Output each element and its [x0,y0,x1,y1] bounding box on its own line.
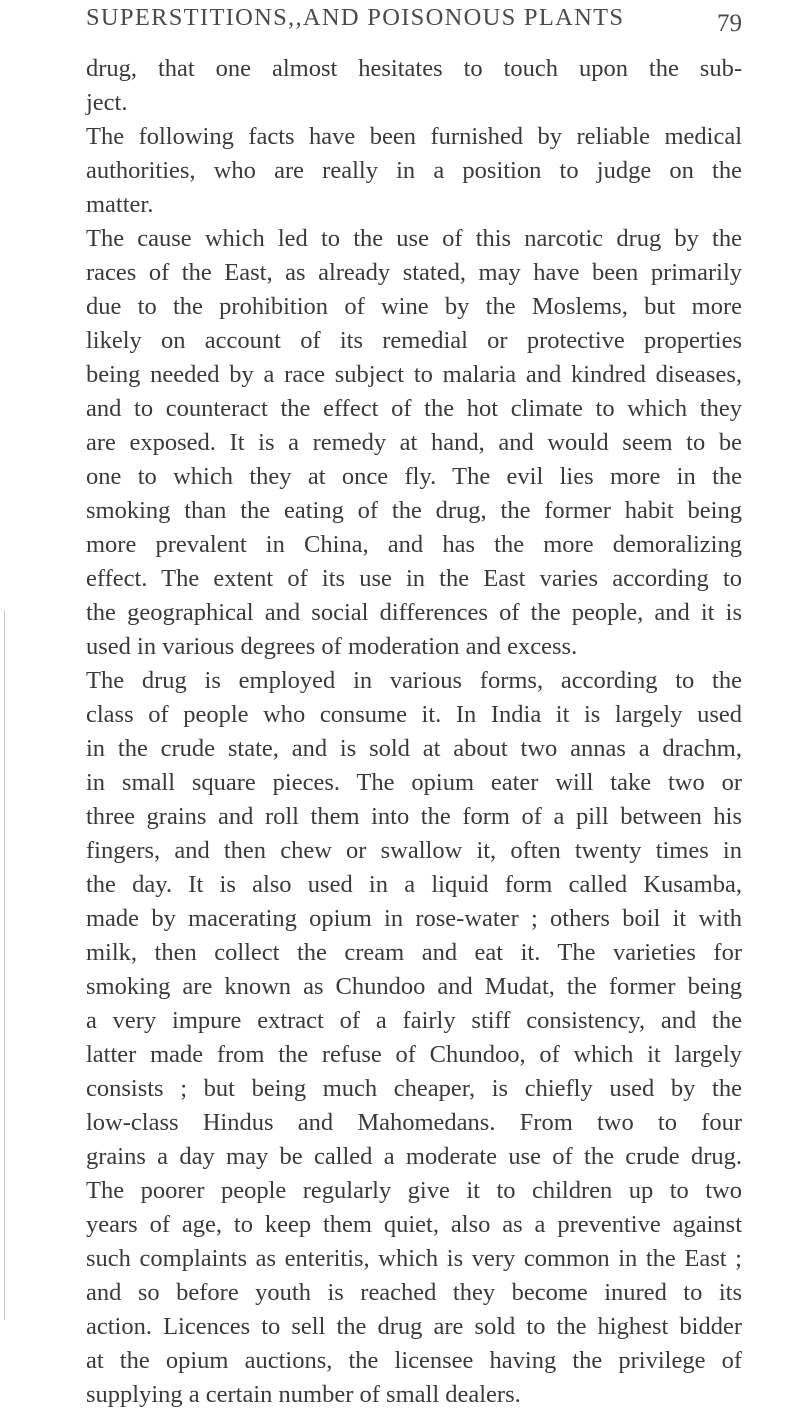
text-line: smoking are known as Chundoo and Mudat, the former being [86,973,742,1000]
text-line: class of people who consume it. In India it is largely used [86,701,742,728]
text-line: used in various degrees of moderation and excess. [86,633,578,660]
text-line: matter. [86,191,154,218]
text-line: being needed by a race subject to malaria and kindred diseases, [86,361,742,388]
text-line: smoking than the eating of the drug, the former habit being [86,497,742,524]
text-line: are exposed. It is a remedy at hand, and would seem to be [86,429,742,456]
text-line: the day. It is also used in a liquid form called Kusamba, [86,871,742,898]
text-line: likely on account of its remedial or protective properties [86,327,742,354]
running-head [86,4,742,44]
text-line: a very impure extract of a fairly stiff consistency, and the [86,1007,742,1034]
page-number: 79 [717,10,742,37]
text-line: The cause which led to the use of this narcotic drug by the [86,225,742,252]
text-line: consists ; but being much cheaper, is chiefly used by the [86,1075,742,1102]
text-line: grains a day may be called a moderate use of the crude drug. [86,1143,742,1170]
text-line: The poorer people regularly give it to children up to two [86,1177,742,1204]
text-line: action. Licences to sell the drug are sold to the highest bidder [86,1313,742,1340]
margin-rule [4,610,5,1320]
running-title: SUPERSTITIONS,,AND POISONOUS PLANTS [86,4,625,31]
body-text [86,52,742,1412]
text-line: years of age, to keep them quiet, also as a preventive against [86,1211,742,1238]
text-line: low-class Hindus and Mahomedans. From two to four [86,1109,742,1136]
text-line: made by macerating opium in rose-water ; others boil it with [86,905,742,932]
text-line: three grains and roll them into the form of a pill between his [86,803,742,830]
text-line: supplying a certain number of small dealers. [86,1381,521,1408]
text-line: races of the East, as already stated, may have been primarily [86,259,742,286]
text-line: latter made from the refuse of Chundoo, of which it largely [86,1041,742,1068]
text-line: fingers, and then chew or swallow it, often twenty times in [86,837,742,864]
text-line: ject. [86,89,128,116]
text-line: The drug is employed in various forms, according to the [86,667,742,694]
text-line: due to the prohibition of wine by the Moslems, but more [86,293,742,320]
text-line: such complaints as enteritis, which is very common in the East ; [86,1245,742,1272]
text-line: and so before youth is reached they become inured to its [86,1279,742,1306]
text-line: at the opium auctions, the licensee having the privilege of [86,1347,742,1374]
text-line: drug, that one almost hesitates to touch upon the sub- [86,55,742,82]
text-line: and to counteract the effect of the hot climate to which they [86,395,742,422]
text-line: effect. The extent of its use in the East varies according to [86,565,742,592]
text-line: the geographical and social differences of the people, and it is [86,599,742,626]
text-line: more prevalent in China, and has the more demoralizing [86,531,742,558]
text-line: milk, then collect the cream and eat it. The varieties for [86,939,742,966]
text-line: authorities, who are really in a position to judge on the [86,157,742,184]
text-line: in the crude state, and is sold at about two annas a drachm, [86,735,742,762]
text-line: The following facts have been furnished by reliable medical [86,123,742,150]
text-line: in small square pieces. The opium eater will take two or [86,769,742,796]
text-line: one to which they at once fly. The evil lies more in the [86,463,742,490]
